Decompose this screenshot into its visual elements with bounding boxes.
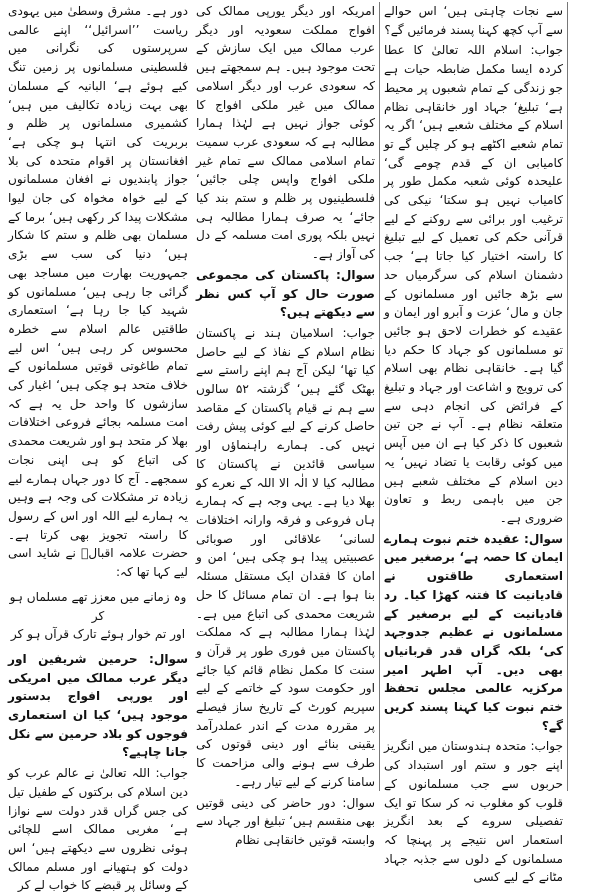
answer-paragraph: جواب: اسلامیان ہند نے پاکستان نظام اسلام کے نفاذ کے لیے حاصل کیا تھا‘ لیکن آج ہم اپنے راستے سے بھٹک گئے ہیں‘ گزشتہ ۵۲ سالوں سے ہم نے قیام پاکستان کے مقاصد حاصل کرنے کے لیے کوئی پیش رفت نہیں کی۔ ہمارے راہنماؤں اور سیاسی قائدین نے پاکستان کا مطالبہ کیا لا الٰہ الا اللہ کے نعرے کو بھلا دیا ہے۔ یہی وجہ ہے کہ ہمارے ہاں فروعی و فرقہ وارانہ اختلافات لسانی‘ علاقائی اور صوبائی عصبیتیں پیدا ہو چکی ہیں‘ امن و امان کا فقدان ایک مستقل مسئلہ بنا ہوا ہے۔ ان تمام مسائل کا حل شریعت محمدی کی اتباع میں ہے۔ لہٰذا ہمارا مطالبہ ہے کہ مملکت پاکستان میں فوری طور پر قرآن و سنت کا مکمل نظام قائم کیا جائے اور حکومت سود کے خاتمے کے لیے سپریم کورٹ کے تاریخ ساز فیصلے پر مقررہ مدت کے اندر عملدرآمد یقینی بنائے اور دینی قوتوں کی طرف سے ہونے والی مزاحمت کا سامنا کرنے کے لیے تیار رہے۔ xyxy=(196,325,375,789)
question-paragraph: سوال: پاکستان کی مجموعی صورت حال کو آپ کس نظر سے دیکھتے ہیں؟ xyxy=(196,267,375,320)
column-right xyxy=(4,2,192,893)
paragraph: دور ہے۔ مشرق وسطیٰ میں یہودی ریاست ’’اسرائیل‘‘ اپنے عالمی سرپرستوں کی نگرانی میں فلسطینی مسلمانوں پر زمین تنگ کیے ہوئے ہے‘ البانیہ کے مسلمان بھی بہت زیادہ تکالیف میں ہیں‘ کشمیری مسلمانوں پر ظلم و بربریت کی انتہا ہو چکی ہے‘ افغانستان پر اقوام متحدہ کی بلا جواز پابندیوں نے افغان مسلمانوں کے لیے خواہ مخواہ کی جان لیوا مشکلات پیدا کر رکھی ہیں‘ برما کے مسلمان بھی ظلم و ستم کا شکار ہیں‘ دنیا کی سب سے بڑی جمہوریت بھارت میں مساجد بھی گرائی جا رہی ہیں‘ مسلمانوں کو شہید کیا جا رہا ہے‘ استعماری طاقتیں عالم اسلام سے خطرہ محسوس کر رہی ہیں‘ اس لیے تمام طاغوتی قوتیں مسلمانوں کے خلاف متحد ہو چکی ہیں‘ اغیار کی سازشوں کا واحد حل یہ ہے کہ امت مسلمہ بجائے فروعی اختلافات بھلا کر متحد ہو اور شریعت محمدی کی اتباع کو ہی اپنی نجات سمجھے۔ آج کا دور جہاں ہمارے لیے زیادہ تر مشکلات کی وجہ ہے وہیں یہ ہمارے لیے اللہ اور اس کے رسول کا راستہ تجویز بھی کرتا ہے۔ حضرت علامہ اقبالؒ نے شاید اسی لیے کہا تھا کہ: xyxy=(8,4,188,580)
verse-line: اور تم خوار ہوئے تارک قرآں ہو کر xyxy=(10,627,186,642)
answer-paragraph: جواب: اسلام اللہ تعالیٰ کا عطا کردہ ایسا مکمل ضابطہ حیات ہے جو زندگی کے تمام شعبوں پر محیط ہے‘ تبلیغ‘ جہاد اور خانقاہی نظام اسلام کے مختلف شعبے ہیں‘ اگر یہ تمام شعبے اکٹھے ہو کر چلیں گے تو کامیابی ان کے قدم چومے گی‘ علیحدہ کوئی شعبہ مکمل طور پر کامیاب نہیں ہو سکتا‘ نیکی کی ترغیب اور برائی سے روکنے کے لیے قرآنی حکم کی تعمیل کے لیے تبلیغ کا راستہ اختیار کیا جاتا ہے‘ جب دشمنان اسلام کی سرگرمیاں حد سے بڑھ جائیں اور مسلمانوں کے جان و مال‘ عزت و آبرو اور ایمان و عقیدے کو خطرات لاحق ہو جائیں تو مسلمانوں کو جہاد کا حکم دیا گیا ہے۔ خانقاہی نظام بھی اسلام کی ترویج و اشاعت اور جہاد و تبلیغ کے فرائض کی انجام دہی سے متعلقہ نظام ہے۔ آپ نے جن تین شعبوں کا ذکر کیا ہے ان میں آپس میں کوئی رقابت یا تضاد نہیں‘ یہ دین اسلام کے مختلف شعبے ہیں جن میں باہمی ربط و تعاون ضروری ہے۔ xyxy=(384,43,563,525)
paragraph: امریکہ اور دیگر یورپی ممالک کی افواج مملکت سعودیہ اور دیگر عرب ممالک میں ایک سازش کے تحت موجود ہیں۔ ہم سمجھتے ہیں کہ سعودی عرب اور دیگر اسلامی ممالک میں غیر ملکی افواج کا کوئی جواز نہیں ہے لہٰذا ہمارا مطالبہ ہے کہ سعودی عرب سمیت تمام اسلامی ممالک سے تمام غیر ملکی افواج واپس چلی جائیں‘ فلسطینیوں پر ظلم و ستم بند کیا جائے‘ یہ صرف ہمارا مطالبہ ہی نہیں بلکہ پوری امت مسلمہ کے دل کی آواز ہے۔ xyxy=(196,4,375,262)
column-middle xyxy=(192,2,380,847)
question-paragraph: سوال: حرمین شریفین اور دیگر عرب ممالک میں امریکی اور یورپی افواج بدستور موجود ہیں‘ کیا ان استعماری فوجوں کو بلاد حرمین سے نکل جانا چاہیے؟ xyxy=(8,651,188,760)
answer-paragraph: جواب: متحدہ ہندوستان میں انگریز اپنے جور و ستم اور استبداد کی حربوں سے جب مسلمانوں کے قلوب کو مغلوب نہ کر سکا تو ایک تفصیلی سروے کے بعد انگریز استعمار اس نتیجے پر پہنچا کہ مسلمانوں کے دلوں سے جذبہ جہاد مٹانے کے لیے کسی xyxy=(384,739,563,885)
question-paragraph: سے نجات چاہتی ہیں‘ اس حوالے سے آپ کچھ کہنا پسند فرمائیں گے؟ xyxy=(384,4,563,37)
answer-paragraph: جواب: اللہ تعالیٰ نے عالم عرب کو دین اسلام کی برکتوں کے طفیل تیل کی جس گراں قدر دولت سے نوازا ہے‘ مغربی ممالک اسے للچائی ہوئی نظروں سے دیکھتے ہیں‘ اس دولت کو ہتھیانے اور مسلم ممالک کے وسائل پر قبضے کا خواب لے کر xyxy=(8,766,188,893)
question-paragraph: سوال: عقیدہ ختم نبوت ہمارے ایمان کا حصہ ہے‘ برصغیر میں استعماری طاقتوں نے قادیانیت کا فتنہ کھڑا کیا۔ رد قادیانیت کے لیے برصغیر کے مسلمانوں نے عظیم جدوجہد کی‘ بلکہ گراں قدر قربانیاں بھی دیں۔ آپ اطہر امیر مرکزیہ عالمی مجلس تحفظ ختم نبوت کیا کہنا پسند کریں گے؟ xyxy=(384,531,563,733)
poetry-verse xyxy=(8,588,188,644)
question-paragraph: سوال: دور حاضر کی دینی قوتیں بھی منقسم ہیں‘ تبلیغ اور جہاد سے وابستہ قوتیں خانقاہی نظام xyxy=(196,795,375,847)
column-left xyxy=(380,2,568,885)
verse-line: وہ زمانے میں معزز تھے مسلماں ہو کر xyxy=(9,589,187,623)
